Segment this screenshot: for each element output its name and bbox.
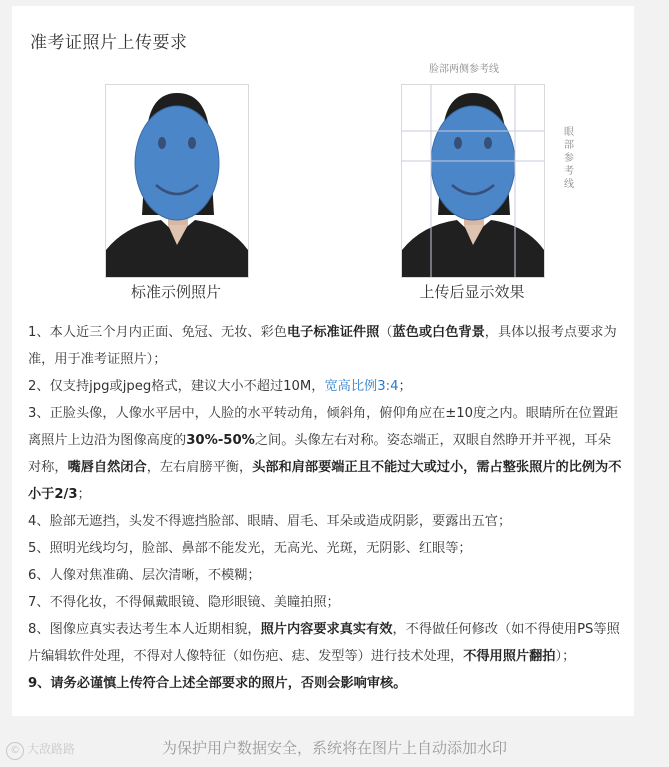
standard-photo-caption: 标准示例照片 — [130, 283, 221, 301]
requirement-item: 4、脸部无遮挡，头发不得遮挡脸部、眼睛、眉毛、耳朵或造成阴影，要露出五官； — [28, 514, 512, 529]
watermark-logo-icon: © — [6, 742, 24, 760]
requirement-item: 6、人像对焦准确、层次清晰，不模糊； — [28, 568, 261, 583]
requirements-card — [12, 6, 634, 716]
requirement-item: 9、请务必谨慎上传符合上述全部要求的照片，否则会影响审核。 — [28, 676, 407, 691]
face-shape — [431, 106, 515, 220]
requirement-item: 2、仅支持jpg或jpeg格式，建议大小不超过10M，宽高比例3:4； — [28, 379, 412, 394]
requirements-list — [28, 319, 624, 697]
face-reference-line-label: 脸部两侧参考线 — [429, 64, 499, 75]
watermark: © 大敌路路 — [6, 740, 75, 760]
standard-example-photo — [105, 84, 249, 278]
uploaded-photo-caption: 上传后显示效果 — [419, 283, 525, 301]
requirement-item: 7、不得化妆，不得佩戴眼镜、隐形眼镜、美瞳拍照； — [28, 595, 340, 610]
uploaded-preview-photo — [401, 84, 545, 278]
eye-reference-line-label: 眼部参考线 — [564, 127, 574, 190]
requirement-item: 1、本人近三个月内正面、免冠、无妆、彩色电子标准证件照（蓝色或白色背景，具体以报考点要求为准，用于准考证照片）； — [28, 325, 617, 367]
page-title: 准考证照片上传要求 — [30, 33, 188, 53]
requirement-item: 3、正脸头像，人像水平居中，人脸的水平转动角，倾斜角，俯仰角应在±10度之内。眼睛所在位置距离照片上边沿为图像高度的30%-50%之间。头像左右对称。姿态端正，双眼自然睁开并平视，耳朵对称，嘴唇自然闭合，左右肩膀平衡，头部和肩部要端正且不能过大或过小，需占整张照片的比例为不小于2/3； — [28, 406, 622, 502]
footer-notice: 为保护用户数据安全，系统将在图片上自动添加水印 — [161, 739, 507, 757]
requirement-item: 5、照明光线均匀，脸部、鼻部不能发光，无高光、光斑，无阴影、红眼等； — [28, 541, 472, 556]
requirement-item: 8、图像应真实表达考生本人近期相貌，照片内容要求真实有效，不得做任何修改（如不得使用PS等照片编辑软件处理，不得对人像特征（如伤疤、痣、发型等）进行技术处理，不得用照片翻拍）； — [28, 622, 620, 664]
aspect-ratio-link: 宽高比例3:4 — [324, 379, 399, 394]
face-shape — [135, 106, 219, 220]
